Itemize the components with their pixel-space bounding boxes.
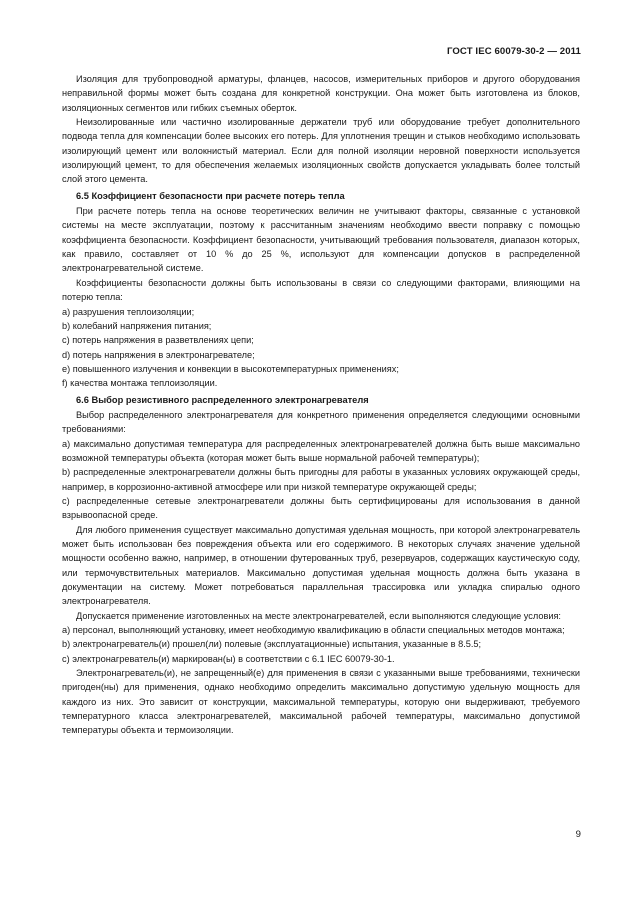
list-item: a) разрушения теплоизоляции;: [62, 306, 195, 317]
document-body: [62, 72, 580, 738]
list-item: b) распределенные электронагреватели должны быть пригодны для работы в указанных условиях окружающей среды, например, в коррозионно-активной атмосфере или при низкой температуре окружающей среды;: [62, 467, 580, 492]
list-item: c) распределенные сетевые электронагреватели должны быть сертифицированы для использования в данной взрывоопасной среде.: [62, 495, 580, 521]
paragraph: При расчете потерь тепла на основе теоретических величин не учитывают факторы, связанные с установкой системы на месте эксплуатации, поэтому к рассчитанным значениям необходимо ввести поправку с помощью коэффициента безопасности. Коэффициент безопасности, учитывающий требования пользователя, диапазон которых, как правило, составляет от 10 % до 25 %, используют для компенсации допусков в распределенной электронагревательной системе.: [62, 206, 580, 274]
paragraph: Коэффициенты безопасности должны быть использованы в связи со следующими факторами, влияющими на потерю тепла:: [62, 277, 580, 303]
list-item: c) потерь напряжения в разветвлениях цепи;: [62, 335, 254, 346]
page-number: 9: [575, 829, 581, 840]
paragraph: Допускается применение изготовленных на месте электронагревателей, если выполняются следующие условия:: [76, 610, 561, 621]
list-item: e) повышенного излучения и конвекции в высокотемпературных применениях;: [62, 363, 399, 374]
paragraph: Выбор распределенного электронагревателя для конкретного применения определяется следующими основными требованиями:: [62, 409, 580, 435]
paragraph: Неизолированные или частично изолированные держатели труб или оборудование требует дополнительного подвода тепла для компенсации более высоких его потерь. Для уплотнения трещин и стыков необходимо использовать изолирующий цемент или волокнистый материал. Если для полной изоляции неровной поверхности используется изолирующий цемент, то для обеспечения желаемых изоляционных свойств допускается укладывать более толстый слой этого цемента.: [62, 117, 580, 185]
document-header: ГОСТ IEC 60079-30-2 — 2011: [446, 46, 581, 57]
list-item: b) колебаний напряжения питания;: [62, 320, 212, 331]
list-item: b) электронагреватель(и) прошел(ли) полевые (эксплуатационные) испытания, указанные в 8.5.5;: [62, 639, 482, 650]
section-heading-6-5: 6.5 Коэффициент безопасности при расчете потерь тепла: [76, 190, 345, 201]
paragraph: Электронагреватель(и), не запрещенный(е) для применения в связи с указанными выше требованиями, технически пригоден(ны) для применения, однако необходимо определить максимально допустимую удельную мощность для каждого из них. Это зависит от конструкции, максимальной температуры, которую они выдерживают, требуемого температурного класса электронагревателей, максимальной рабочей температуры, максимально допустимой температуры объекта и термоизоляции.: [62, 668, 580, 736]
list-item: a) персонал, выполняющий установку, имеет необходимую квалификацию в области специальных методов монтажа;: [62, 625, 565, 636]
paragraph: Для любого применения существует максимально допустимая удельная мощность, при которой электронагреватель может быть использован без повреждения объекта или его содержимого. В некоторых случаях значение удельной мощности особенно важно, например, в отношении футерованных труб, резервуаров, содержащих каустическую соду, или термочувствительных материалов. Максимально допустимая удельная мощность должна быть указана в документации на систему. Может потребоваться параллельная трассировка или укладка спиралью одного электронагревателя.: [62, 524, 580, 607]
list-item: f) качества монтажа теплоизоляции.: [62, 378, 218, 389]
section-heading-6-6: 6.6 Выбор резистивного распределенного электронагревателя: [76, 394, 369, 405]
paragraph: Изоляция для трубопроводной арматуры, фланцев, насосов, измерительных приборов и другого оборудования неправильной формы может быть создана для конкретной конструкции. Она может быть изготовлена из блоков, изоляционных сегментов или гибких съемных оберток.: [62, 74, 580, 113]
list-item: d) потерь напряжения в электронагревателе;: [62, 349, 255, 360]
list-item: a) максимально допустимая температура для распределенных электронагревателей должна быть выше максимально возможной температуры объекта (которая может быть выше нормальной рабочей температуры);: [62, 438, 580, 463]
list-item: c) электронагреватель(и) маркирован(ы) в соответствии с 6.1 IEC 60079-30-1.: [62, 653, 395, 664]
